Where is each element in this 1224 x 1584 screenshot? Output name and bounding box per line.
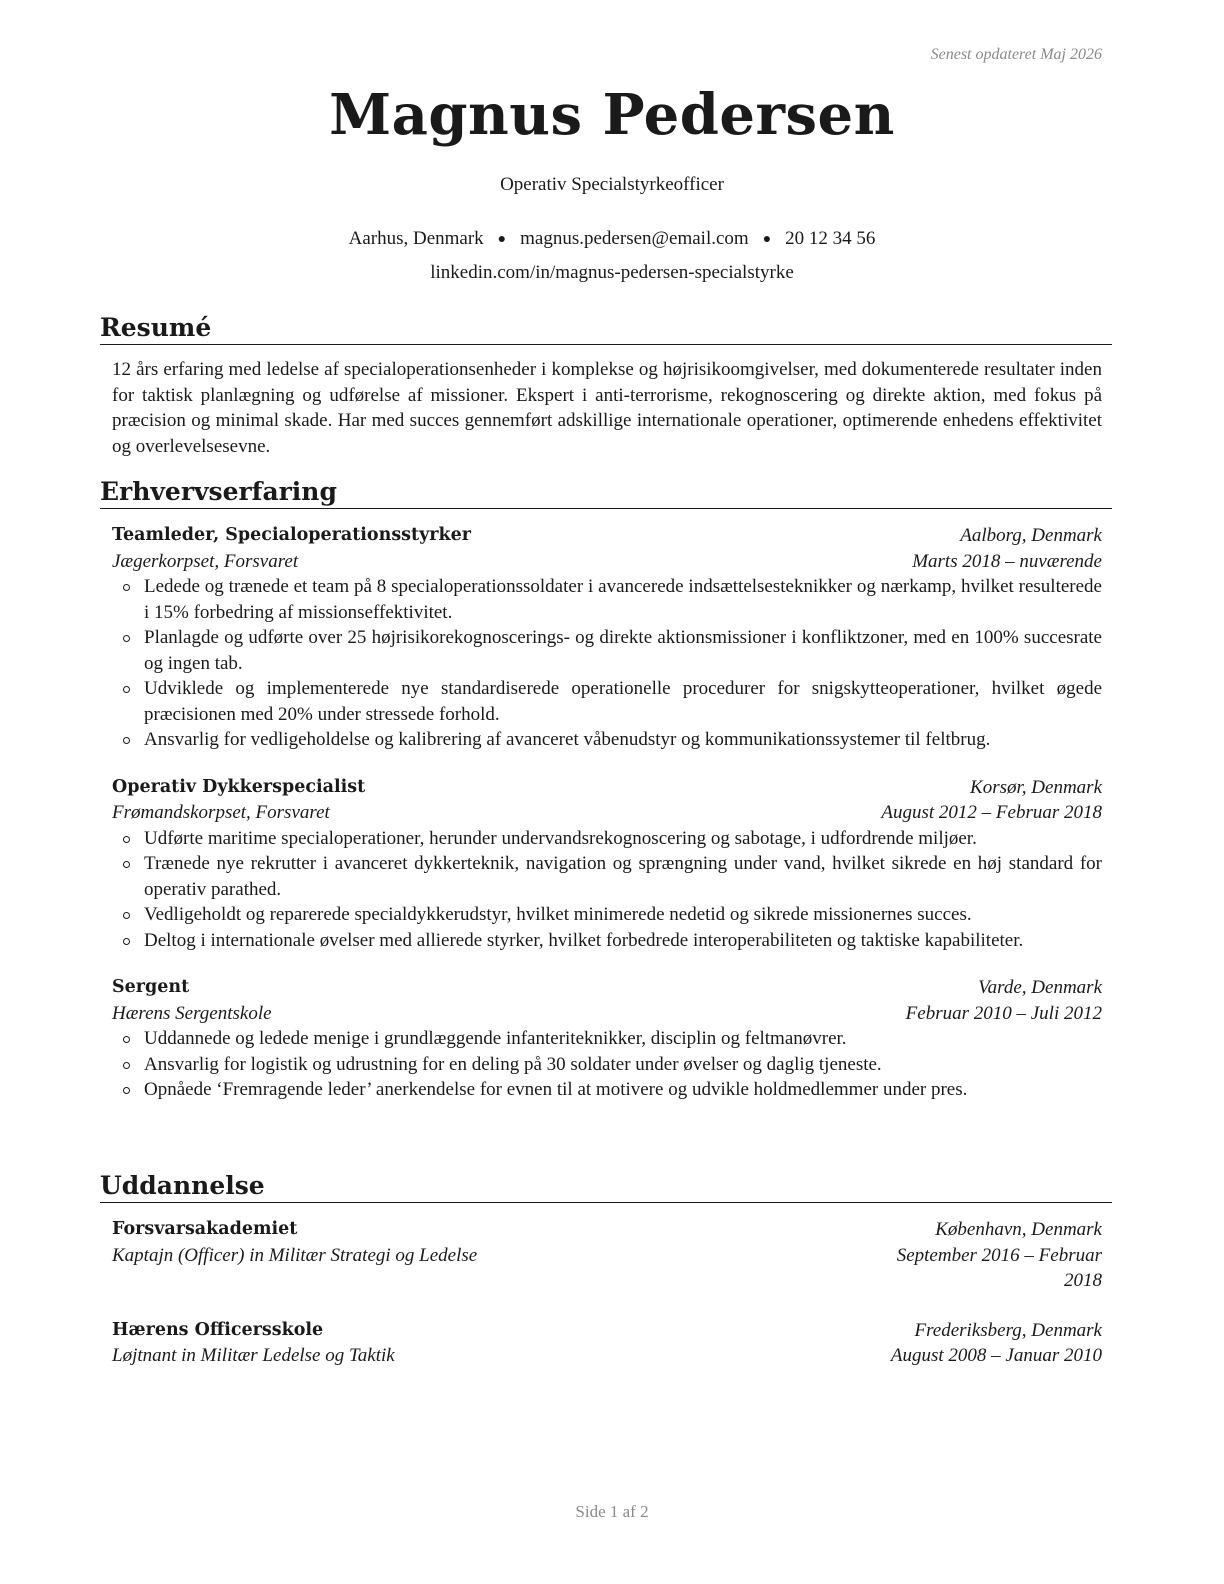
- education-dates: September 2016 – Februar 2018: [896, 1244, 1102, 1291]
- degree: Kaptajn (Officer) in Militær Strategi og Ledelse: [112, 1244, 478, 1266]
- job-bullets: [112, 574, 1102, 753]
- job-role: Operativ Dykkerspecialist: [112, 776, 366, 797]
- contact-email[interactable]: magnus.pedersen@email.com: [520, 228, 749, 249]
- list-item: Vedligeholdt og reparerede specialdykkerudstyr, hvilket minimerede nedetid og sikrede missionernes succes.: [144, 902, 1102, 928]
- bullet-separator: ●: [762, 231, 772, 247]
- education-entry: [112, 1217, 1102, 1294]
- list-item: Ansvarlig for logistik og udrustning for en deling på 30 soldater under øvelser og daglig tjeneste.: [144, 1052, 1102, 1078]
- list-item: Udførte maritime specialoperationer, herunder undervandsrekognoscering og sabotage, i udfordrende miljøer.: [144, 826, 1102, 852]
- section-heading-summary: Resumé: [100, 312, 1112, 345]
- job-role: Teamleder, Specialoperationsstyrker: [112, 525, 471, 545]
- school-name: Hærens Officersskole: [112, 1319, 324, 1340]
- summary-text: 12 års erfaring med ledelse af specialoperationsenheder i komplekse og højrisikoomgivelser, med dokumenterede resultater inden for taktisk planlægning og udførelse af missioner. Ekspert i anti-terrorisme, rekognoscering og direkte aktion, med fokus på præcision og minimal skade. Har med succes gennemført adskillige internationale operationer, optimerende enhedens effektivitet og overlevelsesevne.: [112, 359, 1102, 457]
- job-dates: August 2012 – Februar 2018: [881, 802, 1102, 823]
- page-number: Side 1 af 2: [575, 1502, 649, 1521]
- list-item: Uddannede og ledede menige i grundlæggende infanteriteknikker, disciplin og feltmanøvrer.: [144, 1026, 1102, 1052]
- candidate-name: Magnus Pedersen: [329, 82, 895, 148]
- school-name: Forsvarsakademiet: [112, 1219, 298, 1239]
- candidate-title: Operativ Specialstyrkeofficer: [500, 174, 724, 195]
- job-entry: [112, 523, 1102, 753]
- education-dates: August 2008 – Januar 2010: [890, 1345, 1102, 1366]
- list-item: Udviklede og implementerede nye standardiserede operationelle procedurer for snigskytteoperationer, hvilket øgede præcisionen med 20% under stressede forhold.: [144, 676, 1102, 727]
- school-location: Frederiksberg, Denmark: [914, 1319, 1102, 1341]
- contact-line: [0, 228, 1224, 250]
- job-entry: [112, 775, 1102, 954]
- list-item: Ledede og trænede et team på 8 specialoperationssoldater i avancerede indsættelsesteknikker og nærkamp, hvilket resulterede i 15% forbedring af missionseffektivitet.: [144, 574, 1102, 625]
- job-organization: Frømandskorpset, Forsvaret: [112, 802, 330, 823]
- list-item: Ansvarlig for vedligeholdelse og kalibrering af avanceret våbenudstyr og kommunikationssystemer til feltbrug.: [144, 727, 1102, 753]
- job-organization: Jægerkorpset, Forsvaret: [112, 550, 299, 572]
- summary-section: [100, 312, 1112, 459]
- list-item: Deltog i internationale øvelser med allierede styrker, hvilket forbedrede interoperabiliteten og taktiske kapabiliteter.: [144, 928, 1102, 954]
- degree: Løjtnant in Militær Ledelse og Taktik: [112, 1345, 395, 1366]
- job-bullets: [112, 826, 1102, 954]
- job-role: Sergent: [112, 977, 190, 997]
- school-location: København, Denmark: [935, 1219, 1102, 1240]
- contact-phone: 20 12 34 56: [785, 228, 876, 249]
- last-updated: Senest opdateret Maj 2026: [930, 46, 1102, 63]
- contact-location: Aarhus, Denmark: [348, 228, 484, 249]
- bullet-separator: ●: [497, 231, 507, 247]
- list-item: Planlagde og udførte over 25 højrisikorekognoscerings- og direkte aktionsmissioner i konfliktzoner, med en 100% succesrate og ingen tab.: [144, 625, 1102, 676]
- section-heading-education: Uddannelse: [100, 1170, 1112, 1203]
- section-heading-experience: Erhvervserfaring: [100, 476, 1112, 509]
- job-location: Aalborg, Denmark: [960, 525, 1102, 546]
- list-item: Trænede nye rekrutter i avanceret dykkerteknik, navigation og sprængning under vand, hvilket sikrede en høj standard for operativ parathed.: [144, 851, 1102, 902]
- list-item: Opnåede ‘Fremragende leder’ anerkendelse for evnen til at motivere og udvikle holdmedlemmer under pres.: [144, 1077, 1102, 1103]
- job-organization: Hærens Sergentskole: [112, 1002, 272, 1024]
- job-location: Korsør, Denmark: [970, 776, 1102, 798]
- education-section: [100, 1170, 1112, 1369]
- job-entry: [112, 975, 1102, 1103]
- job-location: Varde, Denmark: [978, 977, 1102, 998]
- job-dates: Februar 2010 – Juli 2012: [905, 1002, 1102, 1024]
- experience-section: [100, 476, 1112, 1103]
- contact-linkedin[interactable]: linkedin.com/in/magnus-pedersen-specialstyrke: [430, 262, 794, 283]
- job-dates: Marts 2018 – nuværende: [912, 550, 1102, 572]
- education-entry: [112, 1318, 1102, 1369]
- job-bullets: [112, 1026, 1102, 1103]
